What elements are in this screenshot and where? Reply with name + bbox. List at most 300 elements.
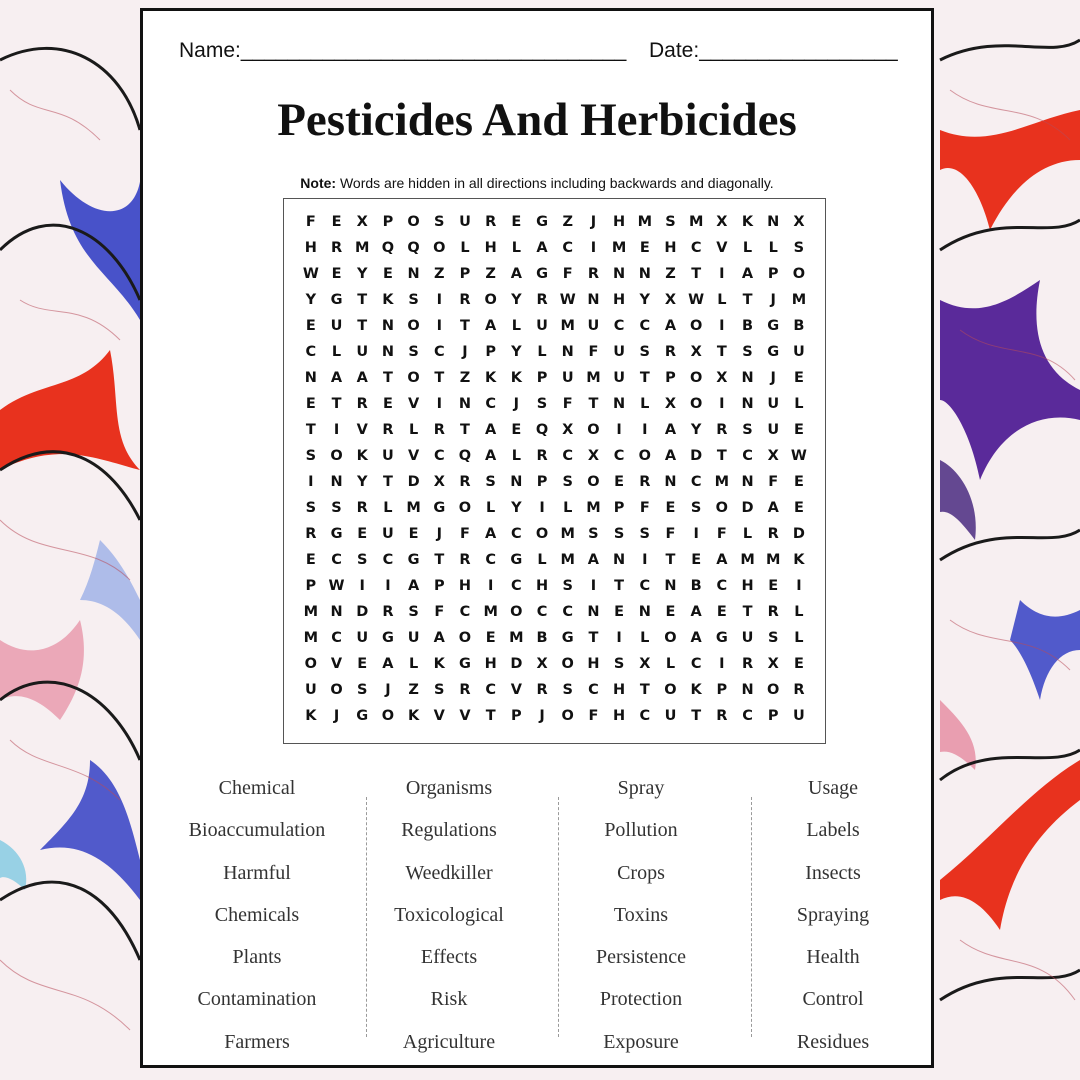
grid-letter: N: [458, 396, 472, 412]
grid-letter: O: [458, 630, 472, 646]
word-item: Toxicological: [394, 903, 504, 926]
grid-letter: A: [407, 578, 420, 594]
grid-letter: E: [357, 526, 368, 542]
grid-row: [298, 365, 812, 391]
grid-letter: Z: [485, 266, 496, 282]
grid-letter: Z: [408, 682, 419, 698]
grid-letter: M: [766, 552, 781, 568]
grid-letter: B: [536, 630, 548, 646]
word-item: Bioaccumulation: [188, 819, 326, 842]
grid-row: [298, 391, 812, 417]
grid-row: [298, 677, 812, 703]
grid-letter: Z: [459, 370, 471, 386]
grid-letter: T: [639, 370, 650, 386]
grid-letter: T: [357, 292, 368, 308]
grid-letter: O: [433, 240, 446, 256]
grid-letter: S: [562, 682, 573, 698]
grid-letter: L: [408, 656, 419, 672]
grid-letter: M: [303, 604, 319, 620]
grid-letter: T: [305, 422, 316, 438]
grid-letter: H: [587, 656, 600, 672]
grid-letter: C: [742, 708, 753, 724]
grid-row: [298, 651, 812, 677]
grid-letter: P: [536, 474, 548, 490]
grid-letter: M: [303, 630, 319, 646]
grid-letter: Q: [381, 240, 395, 256]
note-text: Words are hidden in all directions including backwards and diagonally.: [336, 175, 774, 191]
word-item: Spraying: [796, 903, 870, 926]
grid-letter: S: [356, 552, 368, 568]
word-list: [161, 767, 931, 1053]
grid-letter: X: [587, 448, 599, 464]
grid-letter: S: [793, 240, 805, 256]
grid-letter: V: [407, 448, 420, 464]
word-item: Chemical: [218, 777, 296, 799]
grid-letter: J: [539, 708, 545, 724]
grid-letter: G: [459, 656, 471, 672]
grid-row: [298, 547, 812, 573]
grid-letter: A: [716, 552, 728, 568]
grid-letter: W: [302, 266, 319, 282]
grid-letter: S: [434, 214, 445, 230]
grid-letter: P: [511, 708, 522, 724]
word-column-1: [161, 767, 353, 1063]
grid-letter: A: [433, 630, 445, 646]
grid-letter: O: [407, 318, 420, 334]
word-item: Labels: [806, 819, 860, 842]
grid-letter: O: [638, 448, 651, 464]
grid-letter: P: [716, 682, 728, 698]
grid-letter: L: [563, 500, 573, 516]
grid-letter: X: [664, 396, 677, 412]
grid-letter: E: [614, 474, 625, 490]
grid-letter: N: [613, 396, 626, 412]
grid-letter: L: [794, 630, 804, 646]
grid-letter: R: [767, 526, 779, 542]
grid-letter: C: [716, 578, 728, 594]
grid-letter: C: [433, 344, 445, 360]
grid-letter: T: [485, 708, 496, 724]
grid-letter: S: [639, 526, 650, 542]
grid-letter: E: [691, 552, 702, 568]
grid-letter: N: [587, 292, 600, 308]
grid-letter: O: [407, 214, 420, 230]
grid-letter: C: [639, 708, 651, 724]
grid-letter: I: [719, 656, 725, 672]
grid-letter: S: [331, 500, 342, 516]
grid-letter: T: [716, 448, 727, 464]
grid-letter: T: [716, 344, 727, 360]
grid-letter: A: [664, 422, 677, 438]
grid-letter: Y: [690, 422, 702, 438]
grid-letter: L: [794, 396, 804, 412]
grid-letter: N: [510, 474, 523, 490]
grid-letter: I: [436, 396, 442, 412]
grid-letter: F: [460, 526, 470, 542]
grid-letter: C: [690, 240, 702, 256]
grid-letter: I: [385, 578, 391, 594]
grid-letter: X: [664, 292, 677, 308]
letter-grid: [298, 209, 812, 729]
grid-letter: R: [587, 266, 599, 282]
grid-letter: Y: [511, 292, 522, 308]
grid-letter: N: [381, 318, 394, 334]
grid-letter: J: [513, 396, 520, 412]
grid-row: [298, 495, 812, 521]
grid-letter: I: [719, 266, 725, 282]
grid-letter: S: [613, 526, 625, 542]
grid-letter: E: [305, 396, 316, 412]
grid-letter: P: [382, 214, 394, 230]
grid-letter: C: [485, 396, 496, 412]
grid-letter: S: [536, 396, 548, 412]
grid-letter: L: [768, 240, 778, 256]
grid-letter: O: [689, 370, 703, 386]
grid-letter: W: [688, 292, 705, 308]
grid-letter: J: [770, 292, 776, 308]
grid-letter: Y: [356, 266, 368, 282]
grid-letter: F: [305, 214, 316, 230]
grid-letter: V: [356, 422, 368, 438]
grid-letter: C: [511, 578, 522, 594]
grid-row: [298, 599, 812, 625]
grid-letter: S: [742, 422, 753, 438]
grid-letter: I: [359, 578, 365, 594]
grid-letter: U: [561, 370, 574, 386]
grid-letter: L: [537, 344, 547, 360]
grid-letter: R: [459, 292, 471, 308]
grid-letter: C: [742, 448, 753, 464]
grid-letter: H: [613, 682, 626, 698]
grid-letter: C: [562, 448, 574, 464]
grid-letter: X: [690, 344, 702, 360]
grid-letter: X: [767, 448, 779, 464]
grid-letter: S: [767, 630, 779, 646]
grid-letter: N: [587, 604, 600, 620]
word-item: Usage: [808, 777, 858, 799]
grid-letter: A: [587, 552, 600, 568]
grid-letter: D: [690, 448, 703, 464]
grid-letter: K: [433, 656, 445, 672]
grid-letter: U: [741, 630, 754, 646]
grid-letter: L: [383, 500, 393, 516]
grid-letter: I: [719, 396, 725, 412]
grid-letter: R: [536, 448, 548, 464]
grid-letter: M: [509, 630, 524, 646]
grid-row: [298, 209, 812, 235]
grid-letter: L: [537, 552, 547, 568]
grid-letter: D: [792, 526, 805, 542]
grid-letter: E: [305, 318, 316, 334]
grid-letter: N: [330, 604, 343, 620]
page-title: Pesticides And Herbicides: [277, 94, 797, 146]
grid-letter: Q: [458, 448, 472, 464]
grid-letter: A: [485, 422, 497, 438]
grid-letter: I: [616, 630, 622, 646]
grid-letter: G: [356, 708, 369, 724]
grid-letter: E: [305, 552, 316, 568]
word-item: Risk: [430, 988, 468, 1011]
grid-letter: B: [742, 318, 754, 334]
grid-letter: E: [665, 604, 676, 620]
grid-letter: O: [330, 682, 343, 698]
grid-letter: E: [768, 578, 779, 594]
grid-letter: U: [536, 318, 548, 334]
grid-row: [298, 469, 812, 495]
grid-letter: O: [792, 266, 806, 282]
grid-letter: C: [690, 474, 702, 490]
grid-letter: J: [333, 708, 340, 724]
grid-letter: M: [586, 500, 601, 516]
grid-letter: K: [741, 214, 754, 230]
grid-letter: L: [717, 292, 727, 308]
grid-letter: R: [305, 526, 317, 542]
grid-letter: V: [433, 708, 445, 724]
grid-row: [298, 261, 812, 287]
grid-letter: P: [433, 578, 445, 594]
word-item: Protection: [599, 988, 683, 1011]
grid-letter: R: [459, 474, 471, 490]
grid-letter: P: [305, 578, 317, 594]
grid-letter: O: [767, 682, 780, 698]
grid-letter: F: [562, 396, 573, 412]
grid-letter: E: [639, 240, 650, 256]
grid-letter: R: [485, 214, 497, 230]
grid-letter: E: [793, 422, 804, 438]
grid-letter: R: [330, 240, 343, 256]
grid-letter: L: [640, 630, 650, 646]
grid-letter: L: [408, 422, 419, 438]
grid-letter: C: [433, 448, 445, 464]
word-column-4: [737, 767, 929, 1063]
word-item: Chemicals: [214, 903, 300, 926]
name-field[interactable]: Name:_________________________________: [179, 39, 627, 62]
grid-row: [298, 443, 812, 469]
grid-letter: O: [561, 708, 574, 724]
grid-letter: Z: [665, 266, 676, 282]
grid-letter: O: [330, 448, 343, 464]
word-item: Spray: [617, 777, 665, 799]
grid-letter: R: [459, 682, 471, 698]
grid-letter: G: [407, 552, 420, 568]
grid-letter: A: [767, 500, 779, 516]
grid-letter: L: [511, 240, 521, 256]
grid-letter: G: [433, 500, 446, 516]
word-item: Crops: [617, 861, 665, 884]
grid-letter: A: [330, 370, 343, 386]
word-item: Farmers: [224, 1030, 290, 1053]
grid-letter: T: [382, 474, 393, 490]
grid-letter: P: [459, 266, 471, 282]
grid-letter: U: [407, 630, 420, 646]
grid-letter: F: [434, 604, 445, 620]
grid-letter: T: [614, 578, 625, 594]
grid-letter: H: [613, 708, 626, 724]
grid-letter: E: [793, 656, 804, 672]
grid-letter: O: [715, 500, 728, 516]
grid-letter: K: [356, 448, 368, 464]
grid-letter: H: [664, 240, 677, 256]
word-item: Pollution: [604, 819, 678, 842]
grid-letter: C: [331, 630, 342, 646]
grid-letter: T: [460, 318, 470, 334]
grid-letter: F: [588, 708, 599, 724]
grid-letter: H: [741, 578, 754, 594]
grid-letter: E: [665, 500, 676, 516]
grid-letter: J: [590, 214, 597, 230]
grid-letter: I: [539, 500, 545, 516]
grid-letter: N: [664, 474, 677, 490]
grid-letter: E: [614, 604, 625, 620]
grid-letter: T: [434, 370, 445, 386]
grid-letter: A: [485, 526, 497, 542]
grid-letter: V: [716, 240, 728, 256]
word-item: Organisms: [405, 777, 493, 799]
grid-letter: R: [459, 552, 471, 568]
grid-letter: U: [356, 630, 369, 646]
grid-letter: C: [305, 344, 317, 360]
grid-letter: Y: [511, 344, 522, 360]
grid-letter: L: [640, 396, 650, 412]
grid-letter: A: [382, 656, 394, 672]
grid-letter: O: [304, 656, 317, 672]
grid-letter: L: [794, 604, 804, 620]
grid-letter: A: [741, 266, 754, 282]
grid-letter: P: [767, 708, 779, 724]
grid-letter: P: [536, 370, 548, 386]
word-column-2: [353, 767, 545, 1063]
grid-letter: A: [356, 370, 368, 386]
grid-letter: I: [796, 578, 802, 594]
grid-letter: N: [741, 370, 754, 386]
grid-letter: R: [767, 604, 779, 620]
grid-letter: C: [639, 318, 651, 334]
grid-letter: U: [587, 318, 600, 334]
grid-letter: G: [715, 630, 728, 646]
grid-letter: Y: [511, 500, 522, 516]
grid-letter: F: [639, 500, 650, 516]
grid-letter: V: [459, 708, 471, 724]
grid-letter: U: [767, 396, 780, 412]
grid-letter: R: [664, 344, 677, 360]
grid-letter: C: [536, 604, 548, 620]
grid-letter: L: [665, 656, 676, 672]
grid-letter: H: [458, 578, 472, 594]
word-item: Persistence: [596, 946, 686, 969]
grid-letter: S: [588, 526, 599, 542]
grid-letter: O: [381, 708, 395, 724]
grid-letter: E: [716, 604, 727, 620]
grid-letter: E: [382, 266, 393, 282]
grid-letter: C: [613, 448, 625, 464]
grid-letter: X: [793, 214, 805, 230]
grid-letter: M: [483, 604, 498, 620]
grid-letter: W: [559, 292, 576, 308]
grid-letter: U: [793, 708, 805, 724]
grid-letter: T: [691, 708, 702, 724]
grid-letter: F: [562, 266, 573, 282]
grid-letter: K: [305, 708, 317, 724]
grid-letter: J: [770, 370, 776, 386]
grid-letter: N: [741, 474, 754, 490]
grid-letter: O: [689, 318, 703, 334]
grid-letter: A: [536, 240, 548, 256]
date-field[interactable]: Date:_________________: [649, 39, 898, 62]
grid-letter: J: [462, 344, 468, 360]
grid-letter: U: [459, 214, 471, 230]
grid-letter: T: [665, 552, 676, 568]
grid-letter: O: [664, 630, 677, 646]
word-item: Plants: [232, 946, 282, 969]
grid-letter: T: [588, 630, 599, 646]
grid-letter: L: [460, 240, 470, 256]
grid-letter: N: [741, 682, 754, 698]
grid-letter: M: [637, 214, 652, 230]
grid-letter: S: [305, 500, 317, 516]
grid-letter: C: [459, 604, 471, 620]
grid-letter: I: [693, 526, 699, 542]
grid-letter: S: [356, 682, 368, 698]
grid-letter: S: [562, 474, 573, 490]
grid-letter: N: [330, 474, 343, 490]
grid-letter: Q: [535, 422, 549, 438]
grid-letter: A: [510, 266, 522, 282]
grid-letter: O: [664, 682, 677, 698]
grid-letter: I: [590, 240, 597, 256]
word-item: Insects: [805, 861, 861, 884]
grid-letter: E: [357, 656, 368, 672]
word-item: Regulations: [401, 819, 497, 842]
grid-letter: K: [382, 292, 394, 308]
grid-letter: S: [665, 214, 676, 230]
grid-letter: N: [304, 370, 317, 386]
grid-letter: R: [382, 422, 394, 438]
grid-letter: H: [535, 578, 549, 594]
grid-letter: C: [511, 526, 522, 542]
grid-letter: L: [331, 344, 342, 360]
grid-letter: P: [485, 344, 496, 360]
grid-letter: I: [719, 318, 725, 334]
grid-row: [298, 313, 812, 339]
grid-letter: X: [356, 214, 368, 230]
grid-letter: C: [562, 240, 574, 256]
grid-letter: O: [535, 526, 549, 542]
word-item: Weedkiller: [405, 861, 493, 884]
grid-letter: G: [561, 630, 574, 646]
grid-letter: R: [639, 474, 651, 490]
grid-letter: K: [690, 682, 702, 698]
grid-row: [298, 287, 812, 313]
grid-letter: X: [767, 656, 779, 672]
grid-letter: M: [560, 526, 575, 542]
word-item: Exposure: [603, 1030, 679, 1053]
grid-letter: F: [665, 526, 676, 542]
grid-letter: U: [304, 682, 317, 698]
grid-letter: J: [436, 526, 442, 542]
grid-letter: S: [408, 344, 419, 360]
grid-letter: S: [742, 344, 753, 360]
grid-letter: A: [664, 448, 677, 464]
grid-letter: H: [304, 240, 317, 256]
grid-letter: I: [642, 552, 648, 568]
grid-row: [298, 235, 812, 261]
grid-letter: H: [613, 214, 626, 230]
grid-letter: R: [716, 708, 728, 724]
grid-letter: O: [458, 500, 472, 516]
word-item: Harmful: [223, 861, 291, 884]
grid-letter: H: [484, 240, 497, 256]
word-item: Residues: [796, 1030, 870, 1053]
